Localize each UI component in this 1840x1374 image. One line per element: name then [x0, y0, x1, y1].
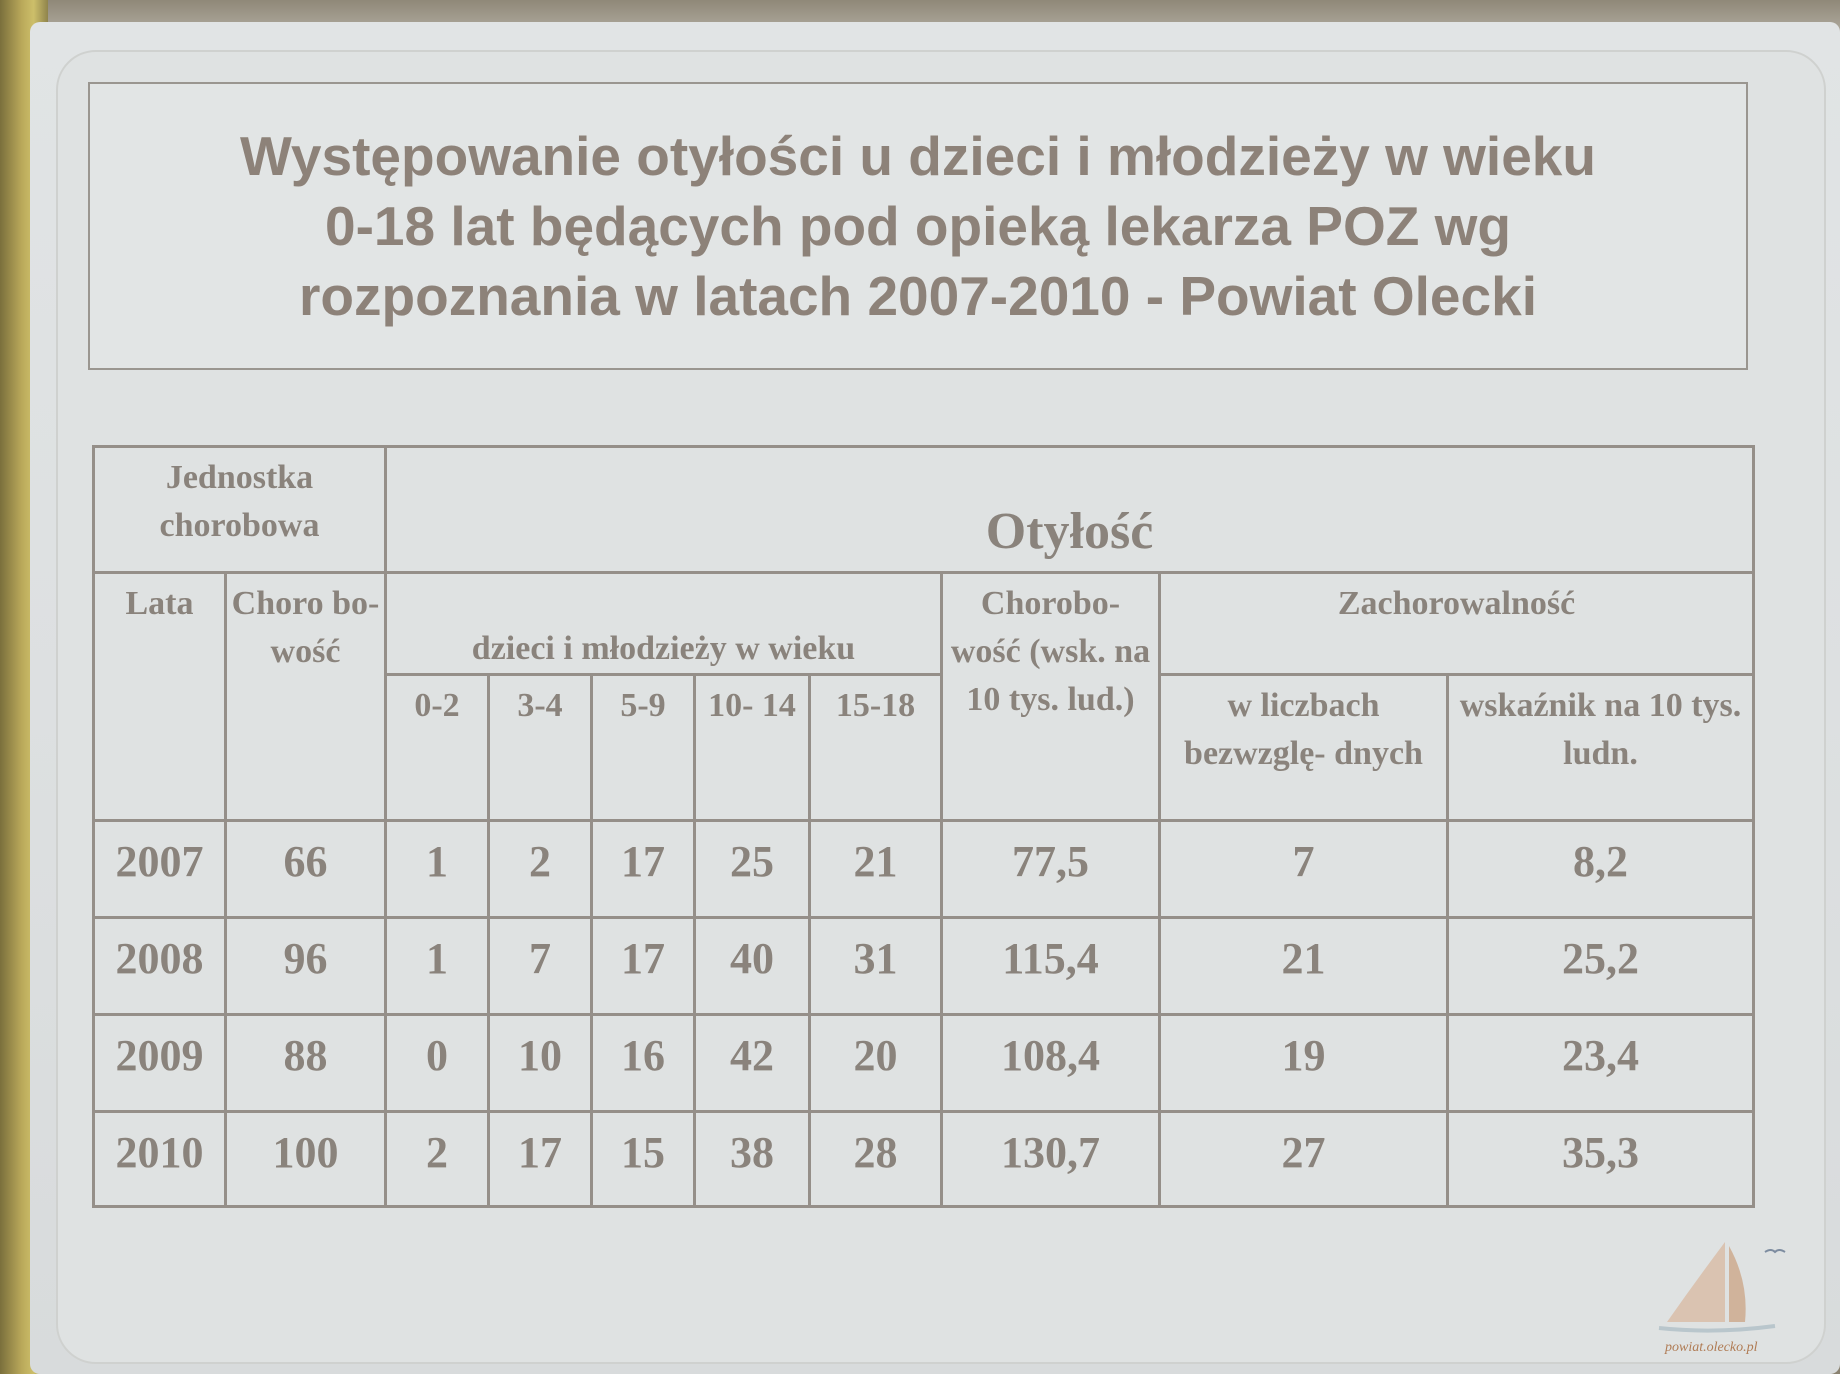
incidence-rate-cell: 25,2: [1448, 918, 1754, 1015]
year-cell: 2008: [94, 918, 226, 1015]
prevalence-cell: 88: [226, 1015, 386, 1112]
data-table-wrapper: [92, 445, 1752, 1205]
table-row: [94, 1015, 1754, 1112]
incidence-abs-cell: 7: [1160, 821, 1448, 918]
prevalence-cell: 100: [226, 1112, 386, 1207]
incidence-abs-cell: 21: [1160, 918, 1448, 1015]
age-3-4-cell: 7: [489, 918, 592, 1015]
prevalence-rate-header-cell: Chorobo- wość (wsk. na 10 tys. lud.): [942, 573, 1160, 821]
age-0-2-cell: 1: [386, 821, 489, 918]
table-row: [94, 918, 1754, 1015]
incidence-abs-cell: 27: [1160, 1112, 1448, 1207]
age-5-9-cell: 16: [592, 1015, 695, 1112]
year-cell: 2007: [94, 821, 226, 918]
incidence-rate-cell: 23,4: [1448, 1015, 1754, 1112]
incidence-header-cell: Zachorowalność: [1160, 573, 1754, 675]
age-5-9-cell: 17: [592, 918, 695, 1015]
table-row: [94, 1112, 1754, 1207]
years-header-cell: Lata: [94, 573, 226, 821]
age-15-18-header: 15-18: [810, 675, 942, 821]
age-15-18-cell: 28: [810, 1112, 942, 1207]
incidence-rate-cell: 8,2: [1448, 821, 1754, 918]
prevalence-rate-cell: 108,4: [942, 1015, 1160, 1112]
prevalence-rate-cell: 77,5: [942, 821, 1160, 918]
age-10-14-cell: 25: [695, 821, 810, 918]
age-0-2-cell: 2: [386, 1112, 489, 1207]
sailboat-logo: [1625, 1222, 1825, 1362]
incidence-rate-header: wskaźnik na 10 tys. ludn.: [1448, 675, 1754, 821]
age-group-header-cell: dzieci i młodzieży w wieku: [386, 573, 942, 675]
prevalence-cell: 96: [226, 918, 386, 1015]
prevalence-header-cell: Choro bo- wość: [226, 573, 386, 821]
age-3-4-cell: 17: [489, 1112, 592, 1207]
obesity-table: [92, 445, 1755, 1208]
age-5-9-cell: 15: [592, 1112, 695, 1207]
unit-header-cell: Jednostka chorobowa: [94, 447, 386, 573]
age-15-18-cell: 31: [810, 918, 942, 1015]
slide-title: [138, 121, 1698, 331]
age-10-14-cell: 38: [695, 1112, 810, 1207]
logo-text: powiat.olecko.pl: [1665, 1340, 1758, 1355]
prevalence-cell: 66: [226, 821, 386, 918]
table-row: [94, 821, 1754, 918]
age-0-2-header: 0-2: [386, 675, 489, 821]
age-5-9-cell: 17: [592, 821, 695, 918]
age-10-14-cell: 42: [695, 1015, 810, 1112]
disease-header-cell: Otyłość: [386, 447, 1754, 573]
age-5-9-header: 5-9: [592, 675, 695, 821]
title-line-1: Występowanie otyłości u dzieci i młodzieży w wieku: [240, 125, 1596, 187]
prevalence-rate-cell: 115,4: [942, 918, 1160, 1015]
age-0-2-cell: 0: [386, 1015, 489, 1112]
age-10-14-header: 10- 14: [695, 675, 810, 821]
year-cell: 2010: [94, 1112, 226, 1207]
title-line-2: 0-18 lat będących pod opieką lekarza POZ wg: [325, 195, 1511, 257]
age-15-18-cell: 21: [810, 821, 942, 918]
year-cell: 2009: [94, 1015, 226, 1112]
age-10-14-cell: 40: [695, 918, 810, 1015]
age-0-2-cell: 1: [386, 918, 489, 1015]
incidence-abs-header: w liczbach bezwzglę- dnych: [1160, 675, 1448, 821]
incidence-rate-cell: 35,3: [1448, 1112, 1754, 1207]
title-line-3: rozpoznania w latach 2007-2010 - Powiat Olecki: [299, 265, 1537, 327]
age-15-18-cell: 20: [810, 1015, 942, 1112]
prevalence-rate-cell: 130,7: [942, 1112, 1160, 1207]
age-3-4-cell: 10: [489, 1015, 592, 1112]
incidence-abs-cell: 19: [1160, 1015, 1448, 1112]
age-3-4-cell: 2: [489, 821, 592, 918]
age-3-4-header: 3-4: [489, 675, 592, 821]
slide-title-box: [88, 82, 1748, 370]
